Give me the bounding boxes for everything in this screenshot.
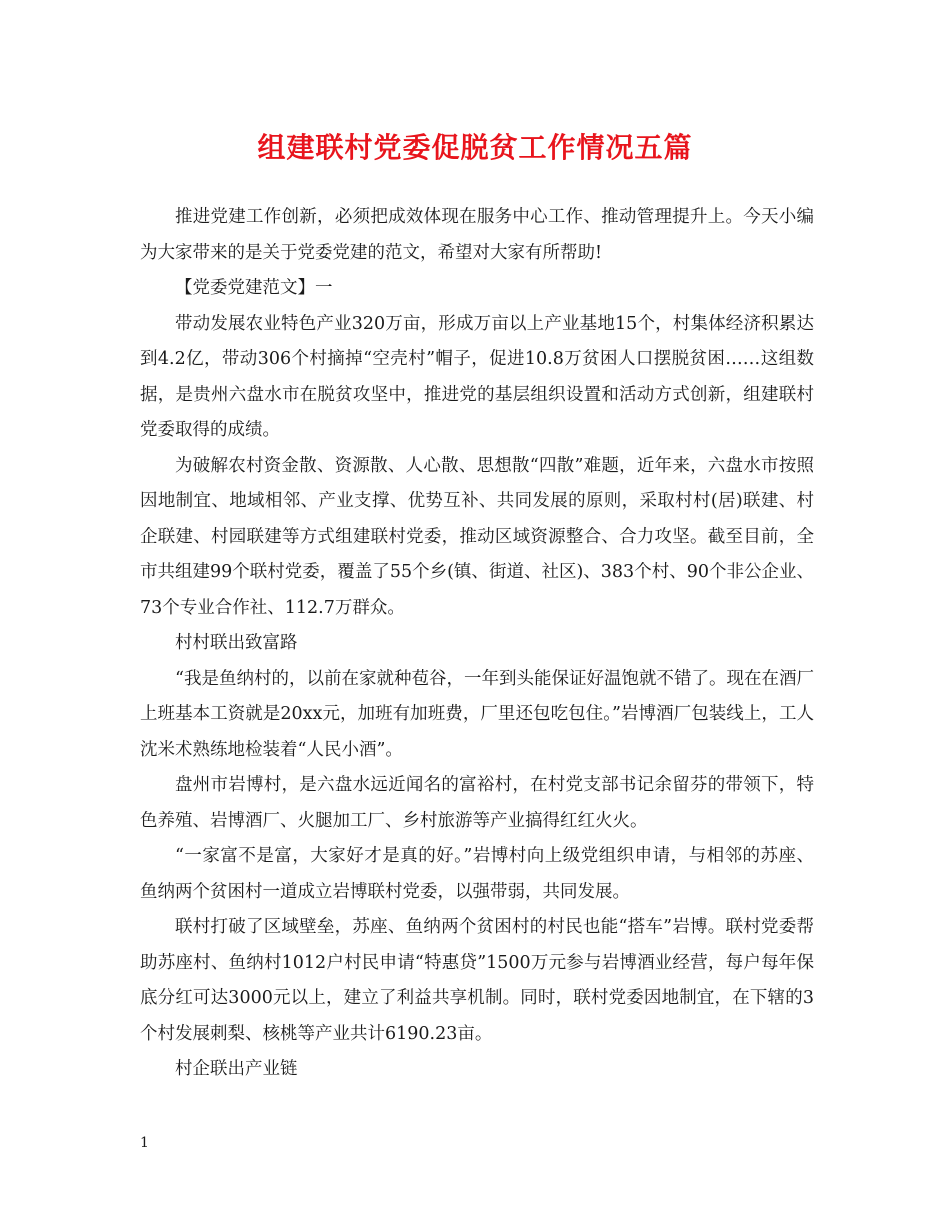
paragraph-intro: 推进党建工作创新，必须把成效体现在服务中心工作、推动管理提升上。今天小编为大家带来的是关于党委党建的范文，希望对大家有所帮助! [140,207,814,263]
subheading: 村企联出产业链 [175,1059,298,1079]
paragraph: “一家富不是富，大家好才是真的好。”岩博村向上级党组织申请，与相邻的苏座、鱼纳两个贫困村一道成立岩博联村党委，以强带弱，共同发展。 [140,846,814,902]
subheading: 村村联出致富路 [175,633,298,653]
document-title: 组建联村党委促脱贫工作情况五篇 [257,131,693,164]
document-body [140,200,814,1088]
paragraph: “我是鱼纳村的，以前在家就种苞谷，一年到头能保证好温饱就不错了。现在在酒厂上班基本工资就是20xx元，加班有加班费，厂里还包吃包住。”岩博酒厂包装线上，工人沈米术熟练地检装着“人民小酒”。 [140,668,814,760]
paragraph: 盘州市岩博村，是六盘水远近闻名的富裕村，在村党支部书记余留芬的带领下，特色养殖、岩博酒厂、火腿加工厂、乡村旅游等产业搞得红红火火。 [140,775,814,831]
section-heading: 【党委党建范文】一 [175,278,333,298]
paragraph: 为破解农村资金散、资源散、人心散、思想散“四散”难题，近年来，六盘水市按照因地制宜、地域相邻、产业支撑、优势互补、共同发展的原则，采取村村(居)联建、村企联建、村园联建等方式组建联村党委，推动区域资源整合、合力攻坚。截至目前，全市共组建99个联村党委，覆盖了55个乡(镇、街道、社区)、383个村、90个非公企业、73个专业合作社、112.7万群众。 [140,455,814,618]
paragraph: 联村打破了区域壁垒，苏座、鱼纳两个贫困村的村民也能“搭车”岩博。联村党委帮助苏座村、鱼纳村1012户村民申请“特惠贷”1500万元参与岩博酒业经营，每户每年保底分红可达3000元以上，建立了利益共享机制。同时，联村党委因地制宜，在下辖的3个村发展刺梨、核桃等产业共计6190.23亩。 [140,917,814,1044]
page-number: 1 [140,1135,149,1151]
paragraph: 带动发展农业特色产业320万亩，形成万亩以上产业基地15个，村集体经济积累达到4.2亿，带动306个村摘掉“空壳村”帽子，促进10.8万贫困人口摆脱贫困……这组数据，是贵州六盘水市在脱贫攻坚中，推进党的基层组织设置和活动方式创新，组建联村党委取得的成绩。 [140,313,814,440]
